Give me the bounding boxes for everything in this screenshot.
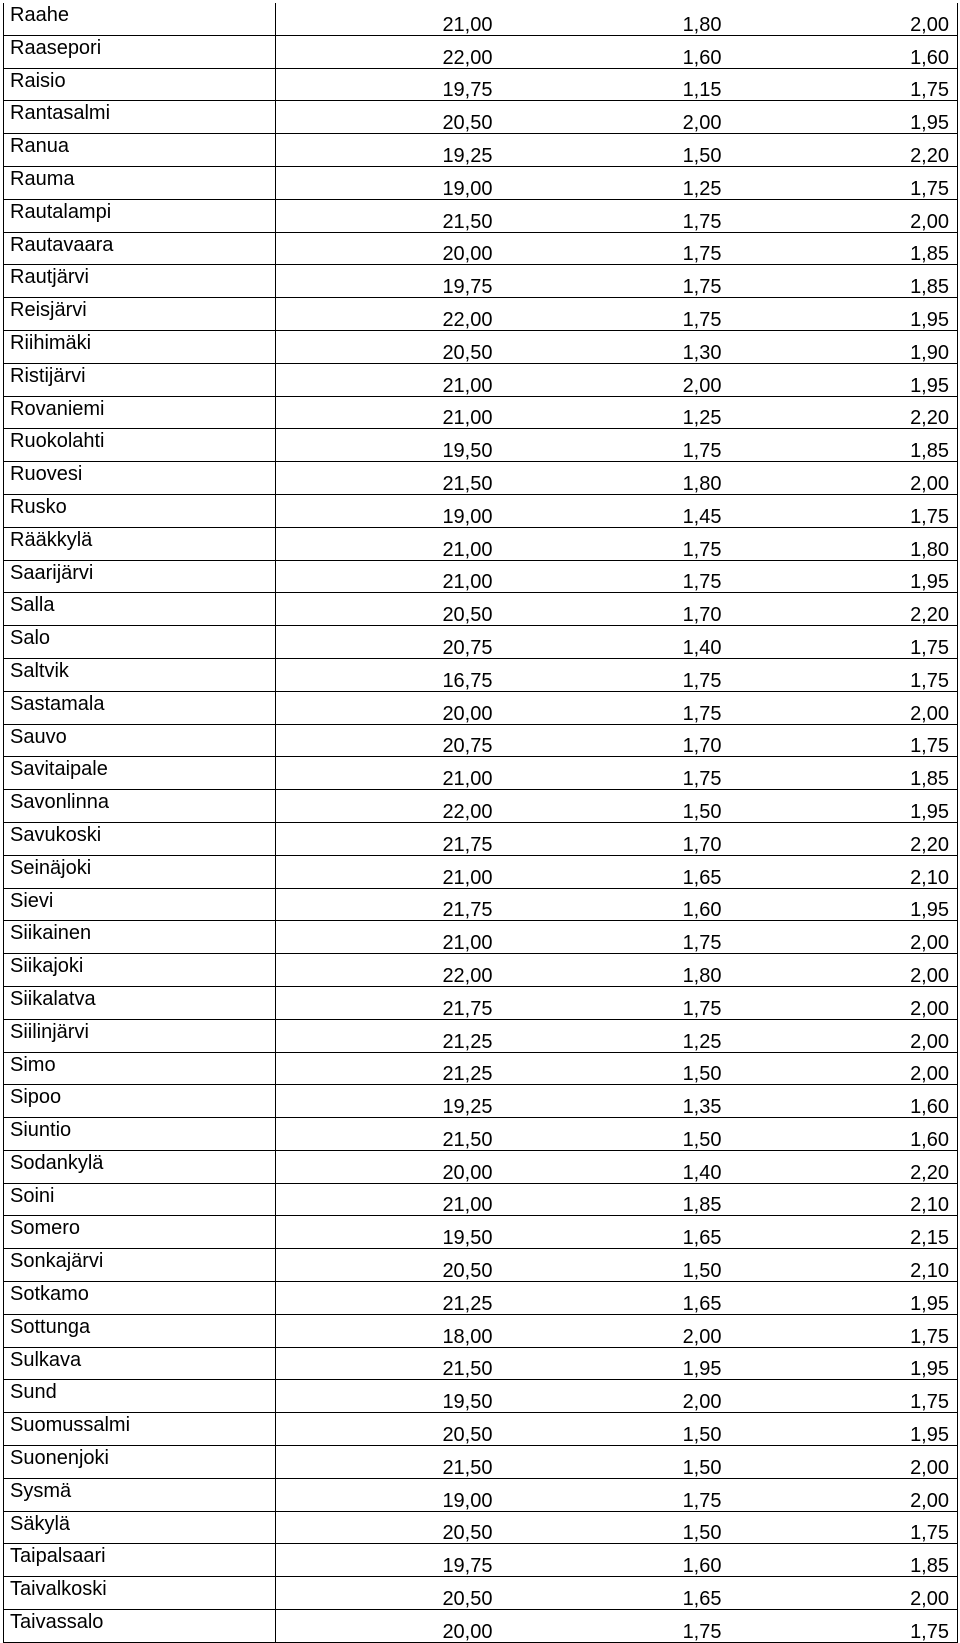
table-row <box>4 1216 958 1249</box>
value-1-cell: 22,00 <box>276 954 501 987</box>
value-1-cell: 20,50 <box>276 1413 501 1446</box>
value-3-cell: 2,00 <box>730 986 958 1019</box>
value-2-cell: 1,65 <box>501 1282 730 1315</box>
value-3-cell: 2,00 <box>730 954 958 987</box>
value-2-cell: 1,75 <box>501 921 730 954</box>
municipality-name-cell: Savukoski <box>4 822 276 855</box>
table-row <box>4 462 958 495</box>
value-1-cell: 19,75 <box>276 1544 501 1577</box>
municipality-name-cell: Suonenjoki <box>4 1446 276 1479</box>
value-1-cell: 20,50 <box>276 330 501 363</box>
value-2-cell: 1,70 <box>501 724 730 757</box>
value-1-cell: 19,25 <box>276 134 501 167</box>
value-3-cell: 1,75 <box>730 724 958 757</box>
value-2-cell: 1,75 <box>501 265 730 298</box>
value-3-cell: 1,95 <box>730 363 958 396</box>
table-row <box>4 3 958 35</box>
value-3-cell: 1,95 <box>730 560 958 593</box>
value-1-cell: 18,00 <box>276 1314 501 1347</box>
value-2-cell: 1,50 <box>501 1249 730 1282</box>
municipality-name-cell: Rautavaara <box>4 232 276 265</box>
value-2-cell: 1,75 <box>501 1478 730 1511</box>
value-2-cell: 1,70 <box>501 822 730 855</box>
value-1-cell: 20,50 <box>276 1511 501 1544</box>
municipality-rates-table <box>3 3 958 1643</box>
value-2-cell: 2,00 <box>501 363 730 396</box>
value-1-cell: 16,75 <box>276 658 501 691</box>
municipality-name-cell: Sysmä <box>4 1478 276 1511</box>
municipality-name-cell: Sund <box>4 1380 276 1413</box>
value-1-cell: 21,50 <box>276 1446 501 1479</box>
value-3-cell: 2,00 <box>730 462 958 495</box>
value-3-cell: 2,20 <box>730 822 958 855</box>
value-2-cell: 1,50 <box>501 1446 730 1479</box>
value-3-cell: 2,00 <box>730 1446 958 1479</box>
value-1-cell: 20,00 <box>276 1150 501 1183</box>
value-3-cell: 2,20 <box>730 134 958 167</box>
municipality-name-cell: Rovaniemi <box>4 396 276 429</box>
value-2-cell: 1,50 <box>501 1511 730 1544</box>
value-2-cell: 1,40 <box>501 1150 730 1183</box>
value-1-cell: 20,00 <box>276 232 501 265</box>
municipality-name-cell: Taipalsaari <box>4 1544 276 1577</box>
table-row <box>4 101 958 134</box>
table-row <box>4 1413 958 1446</box>
value-2-cell: 1,50 <box>501 1413 730 1446</box>
value-3-cell: 2,20 <box>730 396 958 429</box>
table-row <box>4 1544 958 1577</box>
value-2-cell: 1,75 <box>501 298 730 331</box>
value-2-cell: 1,75 <box>501 527 730 560</box>
value-3-cell: 1,95 <box>730 1282 958 1315</box>
value-1-cell: 19,75 <box>276 265 501 298</box>
value-1-cell: 20,75 <box>276 724 501 757</box>
value-1-cell: 21,50 <box>276 1118 501 1151</box>
value-3-cell: 1,85 <box>730 232 958 265</box>
value-2-cell: 1,60 <box>501 35 730 68</box>
value-1-cell: 19,50 <box>276 1380 501 1413</box>
value-2-cell: 1,40 <box>501 626 730 659</box>
value-2-cell: 1,75 <box>501 986 730 1019</box>
value-1-cell: 21,00 <box>276 1183 501 1216</box>
value-1-cell: 20,00 <box>276 1610 501 1643</box>
value-3-cell: 2,00 <box>730 3 958 35</box>
table-row <box>4 363 958 396</box>
value-2-cell: 2,00 <box>501 1314 730 1347</box>
table-row <box>4 986 958 1019</box>
table-row <box>4 954 958 987</box>
value-1-cell: 19,25 <box>276 1085 501 1118</box>
value-3-cell: 2,00 <box>730 199 958 232</box>
value-3-cell: 1,75 <box>730 658 958 691</box>
value-1-cell: 21,25 <box>276 1019 501 1052</box>
value-3-cell: 2,00 <box>730 1577 958 1610</box>
table-row <box>4 1183 958 1216</box>
value-1-cell: 21,75 <box>276 822 501 855</box>
municipality-name-cell: Seinäjoki <box>4 855 276 888</box>
municipality-name-cell: Riihimäki <box>4 330 276 363</box>
value-2-cell: 1,50 <box>501 134 730 167</box>
municipality-name-cell: Sievi <box>4 888 276 921</box>
value-1-cell: 21,50 <box>276 199 501 232</box>
municipality-name-cell: Raasepori <box>4 35 276 68</box>
value-1-cell: 19,50 <box>276 429 501 462</box>
value-2-cell: 1,50 <box>501 1052 730 1085</box>
value-1-cell: 21,25 <box>276 1052 501 1085</box>
value-1-cell: 21,00 <box>276 560 501 593</box>
table-row <box>4 855 958 888</box>
municipality-name-cell: Rautjärvi <box>4 265 276 298</box>
municipality-name-cell: Rauma <box>4 166 276 199</box>
value-2-cell: 1,75 <box>501 691 730 724</box>
value-2-cell: 2,00 <box>501 101 730 134</box>
table-row <box>4 1282 958 1315</box>
municipality-name-cell: Ruovesi <box>4 462 276 495</box>
municipality-name-cell: Saltvik <box>4 658 276 691</box>
municipality-name-cell: Rantasalmi <box>4 101 276 134</box>
municipality-name-cell: Sodankylä <box>4 1150 276 1183</box>
municipality-name-cell: Sottunga <box>4 1314 276 1347</box>
table-row <box>4 658 958 691</box>
municipality-name-cell: Salo <box>4 626 276 659</box>
value-2-cell: 1,65 <box>501 1577 730 1610</box>
value-3-cell: 2,00 <box>730 1478 958 1511</box>
value-2-cell: 1,60 <box>501 1544 730 1577</box>
municipality-name-cell: Suomussalmi <box>4 1413 276 1446</box>
municipality-name-cell: Savonlinna <box>4 790 276 823</box>
table-row <box>4 494 958 527</box>
value-3-cell: 1,95 <box>730 790 958 823</box>
municipality-name-cell: Rääkkylä <box>4 527 276 560</box>
table-row <box>4 1314 958 1347</box>
table-row <box>4 626 958 659</box>
municipality-name-cell: Reisjärvi <box>4 298 276 331</box>
municipality-name-cell: Raisio <box>4 68 276 101</box>
table-row <box>4 298 958 331</box>
municipality-name-cell: Salla <box>4 593 276 626</box>
municipality-name-cell: Siikalatva <box>4 986 276 1019</box>
value-3-cell: 1,75 <box>730 626 958 659</box>
value-3-cell: 1,95 <box>730 888 958 921</box>
table-row <box>4 199 958 232</box>
table-row <box>4 527 958 560</box>
value-2-cell: 1,75 <box>501 232 730 265</box>
value-2-cell: 1,25 <box>501 1019 730 1052</box>
table-row <box>4 68 958 101</box>
municipality-name-cell: Raahe <box>4 3 276 35</box>
municipality-name-cell: Ristijärvi <box>4 363 276 396</box>
value-3-cell: 2,00 <box>730 921 958 954</box>
table-row <box>4 1249 958 1282</box>
value-1-cell: 22,00 <box>276 35 501 68</box>
value-1-cell: 21,50 <box>276 1347 501 1380</box>
table-row <box>4 134 958 167</box>
value-2-cell: 1,80 <box>501 462 730 495</box>
value-3-cell: 2,10 <box>730 855 958 888</box>
value-1-cell: 20,50 <box>276 1249 501 1282</box>
municipality-name-cell: Sastamala <box>4 691 276 724</box>
value-3-cell: 1,95 <box>730 101 958 134</box>
value-2-cell: 1,75 <box>501 199 730 232</box>
value-3-cell: 1,85 <box>730 1544 958 1577</box>
value-3-cell: 2,10 <box>730 1249 958 1282</box>
table-row <box>4 888 958 921</box>
value-1-cell: 21,00 <box>276 527 501 560</box>
value-1-cell: 20,75 <box>276 626 501 659</box>
table-row <box>4 1085 958 1118</box>
value-1-cell: 19,00 <box>276 166 501 199</box>
value-3-cell: 1,75 <box>730 1314 958 1347</box>
value-1-cell: 21,00 <box>276 396 501 429</box>
value-3-cell: 2,20 <box>730 1150 958 1183</box>
value-2-cell: 1,75 <box>501 560 730 593</box>
value-3-cell: 1,60 <box>730 35 958 68</box>
value-2-cell: 1,75 <box>501 429 730 462</box>
table-row <box>4 429 958 462</box>
value-2-cell: 1,65 <box>501 855 730 888</box>
value-3-cell: 1,95 <box>730 1347 958 1380</box>
value-1-cell: 21,00 <box>276 363 501 396</box>
value-2-cell: 1,85 <box>501 1183 730 1216</box>
value-3-cell: 1,95 <box>730 298 958 331</box>
table-row <box>4 1380 958 1413</box>
value-1-cell: 19,00 <box>276 1478 501 1511</box>
value-1-cell: 21,50 <box>276 462 501 495</box>
table-row <box>4 724 958 757</box>
value-3-cell: 1,60 <box>730 1085 958 1118</box>
value-3-cell: 2,00 <box>730 1052 958 1085</box>
value-1-cell: 21,00 <box>276 757 501 790</box>
value-2-cell: 1,80 <box>501 3 730 35</box>
value-1-cell: 19,00 <box>276 494 501 527</box>
municipality-name-cell: Savitaipale <box>4 757 276 790</box>
value-2-cell: 1,35 <box>501 1085 730 1118</box>
municipality-name-cell: Sipoo <box>4 1085 276 1118</box>
municipality-name-cell: Simo <box>4 1052 276 1085</box>
value-3-cell: 1,75 <box>730 166 958 199</box>
table-row <box>4 1446 958 1479</box>
value-3-cell: 2,00 <box>730 691 958 724</box>
value-3-cell: 1,85 <box>730 757 958 790</box>
value-2-cell: 1,65 <box>501 1216 730 1249</box>
value-3-cell: 1,60 <box>730 1118 958 1151</box>
value-3-cell: 1,75 <box>730 494 958 527</box>
table-row <box>4 1150 958 1183</box>
value-3-cell: 2,10 <box>730 1183 958 1216</box>
table-row <box>4 1478 958 1511</box>
value-1-cell: 20,50 <box>276 101 501 134</box>
value-3-cell: 1,75 <box>730 1380 958 1413</box>
table-row <box>4 1019 958 1052</box>
value-3-cell: 1,85 <box>730 265 958 298</box>
value-2-cell: 1,50 <box>501 1118 730 1151</box>
table-row <box>4 790 958 823</box>
value-2-cell: 1,60 <box>501 888 730 921</box>
municipality-name-cell: Siikajoki <box>4 954 276 987</box>
value-2-cell: 1,95 <box>501 1347 730 1380</box>
table-row <box>4 265 958 298</box>
value-1-cell: 22,00 <box>276 790 501 823</box>
municipality-name-cell: Soini <box>4 1183 276 1216</box>
table-row <box>4 35 958 68</box>
value-3-cell: 2,00 <box>730 1019 958 1052</box>
table-row <box>4 1577 958 1610</box>
value-3-cell: 1,80 <box>730 527 958 560</box>
table-row <box>4 1052 958 1085</box>
value-1-cell: 21,25 <box>276 1282 501 1315</box>
value-1-cell: 21,00 <box>276 855 501 888</box>
table-row <box>4 1610 958 1643</box>
value-3-cell: 1,75 <box>730 68 958 101</box>
municipality-name-cell: Siilinjärvi <box>4 1019 276 1052</box>
table-row <box>4 822 958 855</box>
municipality-name-cell: Sauvo <box>4 724 276 757</box>
value-1-cell: 21,00 <box>276 3 501 35</box>
value-2-cell: 1,45 <box>501 494 730 527</box>
value-2-cell: 1,80 <box>501 954 730 987</box>
value-2-cell: 1,75 <box>501 757 730 790</box>
table-row <box>4 1511 958 1544</box>
value-2-cell: 1,15 <box>501 68 730 101</box>
table-row <box>4 921 958 954</box>
municipality-name-cell: Siikainen <box>4 921 276 954</box>
value-3-cell: 1,75 <box>730 1511 958 1544</box>
value-1-cell: 20,00 <box>276 691 501 724</box>
table-row <box>4 396 958 429</box>
value-3-cell: 1,85 <box>730 429 958 462</box>
value-2-cell: 1,25 <box>501 166 730 199</box>
value-2-cell: 1,75 <box>501 1610 730 1643</box>
table-row <box>4 560 958 593</box>
value-1-cell: 21,75 <box>276 888 501 921</box>
value-2-cell: 1,75 <box>501 658 730 691</box>
municipality-name-cell: Sonkajärvi <box>4 1249 276 1282</box>
table-body <box>4 3 958 1642</box>
municipality-name-cell: Siuntio <box>4 1118 276 1151</box>
table-row <box>4 593 958 626</box>
value-3-cell: 1,90 <box>730 330 958 363</box>
value-2-cell: 1,50 <box>501 790 730 823</box>
table-row <box>4 166 958 199</box>
value-1-cell: 22,00 <box>276 298 501 331</box>
municipality-name-cell: Ruokolahti <box>4 429 276 462</box>
municipality-name-cell: Säkylä <box>4 1511 276 1544</box>
value-1-cell: 21,00 <box>276 921 501 954</box>
value-3-cell: 2,20 <box>730 593 958 626</box>
value-3-cell: 1,75 <box>730 1610 958 1643</box>
value-1-cell: 20,50 <box>276 1577 501 1610</box>
municipality-name-cell: Rautalampi <box>4 199 276 232</box>
value-1-cell: 19,75 <box>276 68 501 101</box>
value-1-cell: 19,50 <box>276 1216 501 1249</box>
municipality-name-cell: Taivassalo <box>4 1610 276 1643</box>
table-row <box>4 232 958 265</box>
municipality-name-cell: Taivalkoski <box>4 1577 276 1610</box>
value-3-cell: 2,15 <box>730 1216 958 1249</box>
value-2-cell: 1,70 <box>501 593 730 626</box>
value-1-cell: 21,75 <box>276 986 501 1019</box>
municipality-name-cell: Rusko <box>4 494 276 527</box>
table-row <box>4 757 958 790</box>
municipality-name-cell: Sotkamo <box>4 1282 276 1315</box>
municipality-name-cell: Ranua <box>4 134 276 167</box>
municipality-name-cell: Saarijärvi <box>4 560 276 593</box>
table-row <box>4 1347 958 1380</box>
value-2-cell: 1,30 <box>501 330 730 363</box>
municipality-name-cell: Sulkava <box>4 1347 276 1380</box>
value-2-cell: 2,00 <box>501 1380 730 1413</box>
table-row <box>4 330 958 363</box>
table-row <box>4 691 958 724</box>
municipality-name-cell: Somero <box>4 1216 276 1249</box>
value-2-cell: 1,25 <box>501 396 730 429</box>
value-1-cell: 20,50 <box>276 593 501 626</box>
table-row <box>4 1118 958 1151</box>
value-3-cell: 1,95 <box>730 1413 958 1446</box>
